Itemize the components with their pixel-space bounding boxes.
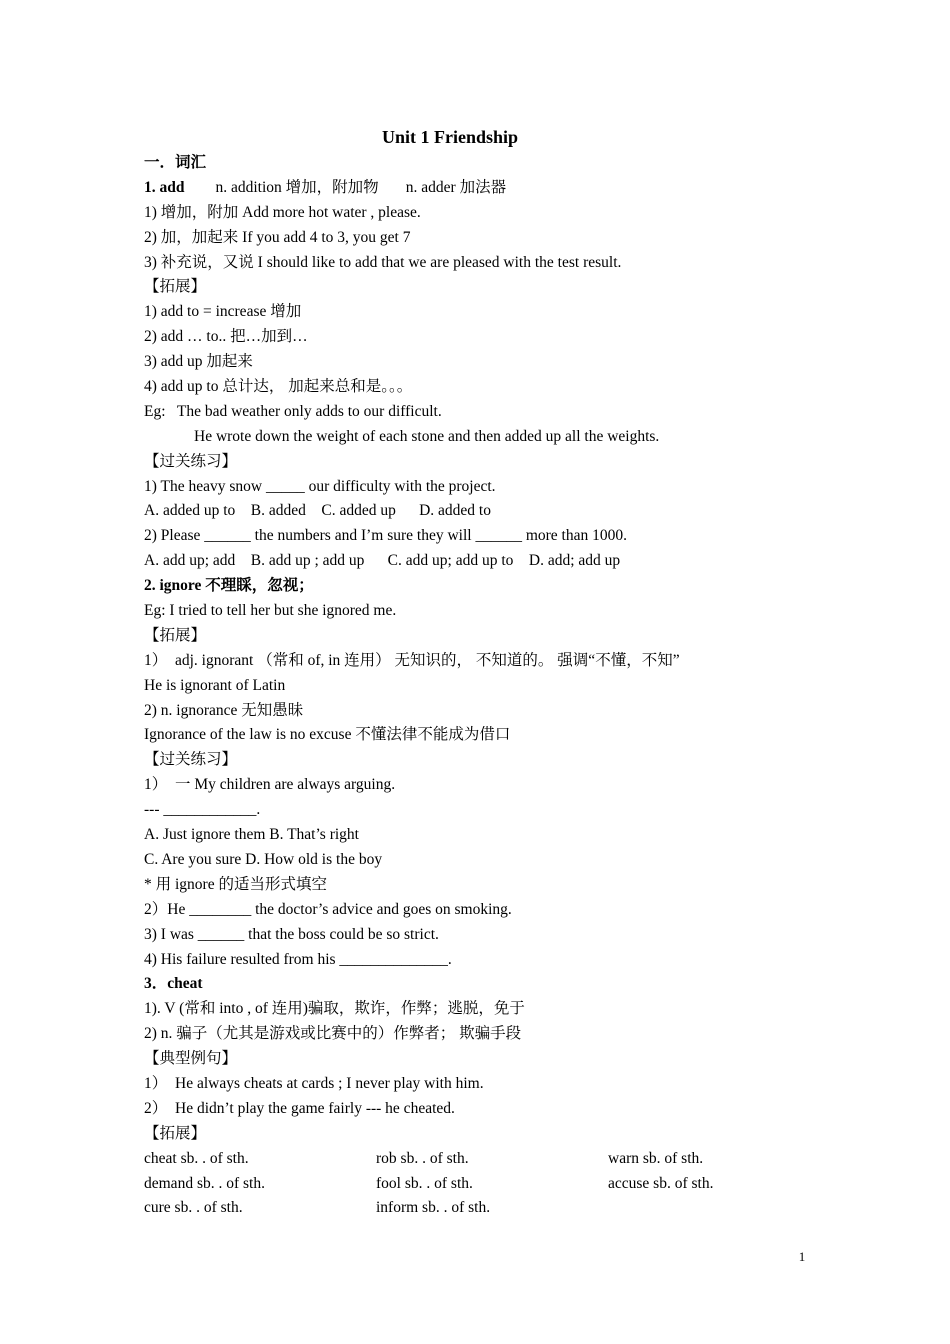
text-line: 1) The heavy snow _____ our difficulty with the project. [144,477,496,495]
expansion-table-cell: warn sb. of sth. [608,1149,704,1167]
expansion-table-cell: cheat sb. . of sth. [144,1149,249,1167]
text-line: * 用 ignore 的适当形式填空 [144,875,327,893]
text-line: 1). V (常和 into , of 连用)骗取，欺诈，作弊；逃脱，免于 [144,1000,525,1018]
text-segment: n. addition 增加，附加物 n. adder 加法器 [184,178,507,196]
text-line: 1） adj. ignorant （常和 of, in 连用） 无知识的， 不知道的。 强调“不懂，不知” [144,651,680,669]
text-line: 1） He always cheats at cards ; I never play with him. [144,1074,484,1092]
expansion-table-row [144,1172,824,1197]
text-line: 1) 增加，附加 Add more hot water , please. [144,203,421,221]
text-line: 【拓展】 [144,278,207,296]
text-line: 2) n. 骗子（尤其是游戏或比赛中的）作弊者； 欺骗手段 [144,1025,522,1043]
text-line: 1） 一 My children are always arguing. [144,776,396,794]
text-line: 2) n. ignorance 无知愚昧 [144,701,304,719]
text-line [144,176,824,201]
text-segment: 1. add [144,178,185,196]
text-line: 【过关练习】 [144,751,238,769]
expansion-table-cell: cure sb. . of sth. [144,1199,243,1217]
text-line: 3．cheat [144,975,203,993]
expansion-table-cell: fool sb. . of sth. [376,1174,473,1192]
expansion-table-row [144,1147,824,1172]
text-line: 2）He ________ the doctor’s advice and goes on smoking. [144,900,512,918]
text-line: A. add up; add B. add up ; add up C. add up; add up to D. add; add up [144,552,621,570]
text-line: 【拓展】 [144,1124,207,1142]
text-line: He is ignorant of Latin [144,676,286,694]
text-line: Eg: The bad weather only adds to our difficult. [144,402,442,420]
expansion-table-cell: inform sb. . of sth. [376,1199,491,1217]
text-line: A. added up to B. added C. added up D. added to [144,502,491,520]
text-line: 2) 加，加起来 If you add 4 to 3, you get 7 [144,228,411,246]
text-line: He wrote down the weight of each stone and then added up all the weights. [194,427,660,445]
page-number: 1 [798,1249,806,1264]
text-line: 一．词汇 [144,154,207,171]
expansion-table-row [144,1196,824,1221]
expansion-table-cell: demand sb. . of sth. [144,1174,265,1192]
expansion-table-cell: rob sb. . of sth. [376,1149,469,1167]
text-line: 2. ignore 不理睬，忽视； [144,577,314,595]
text-line: 3) 补充说，又说 I should like to add that we are pleased with the test result. [144,253,622,271]
text-line: Ignorance of the law is no excuse 不懂法律不能成为借口 [144,726,511,744]
text-line: 4) add up to 总计达， 加起来总和是。。。 [144,378,413,396]
text-line: 3) I was ______ that the boss could be so strict. [144,925,439,943]
document-title: Unit 1 Friendship [381,127,519,147]
text-line: 【过关练习】 [144,452,238,470]
text-line: 1) add to = increase 增加 [144,303,302,321]
text-line: 4) His failure resulted from his ______________. [144,950,452,968]
text-line: C. Are you sure D. How old is the boy [144,850,383,868]
text-line: Eg: I tried to tell her but she ignored me. [144,602,397,620]
text-line: 【典型例句】 [144,1050,238,1068]
text-line: 2) add … to.. 把…加到… [144,328,308,346]
text-line: 2） He didn’t play the game fairly --- he cheated. [144,1099,455,1117]
text-line: A. Just ignore them B. That’s right [144,826,359,844]
text-line: 2) Please ______ the numbers and I’m sure they will ______ more than 1000. [144,527,627,545]
document-body [144,151,824,1221]
text-line: 【拓展】 [144,626,207,644]
text-line: --- ____________. [144,801,261,819]
expansion-table-cell: accuse sb. of sth. [608,1174,714,1192]
text-line: 3) add up 加起来 [144,353,253,371]
